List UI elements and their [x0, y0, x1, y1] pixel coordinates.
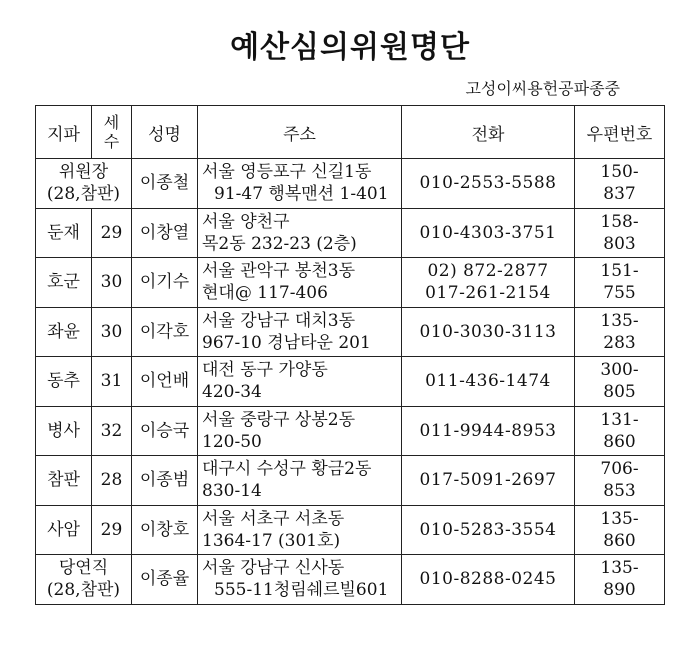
name-cell: 이승국 [132, 406, 198, 456]
zip-line: 860 [603, 530, 636, 551]
name-cell: 이기수 [132, 258, 198, 308]
address-line: 서울 중랑구 상봉2동 [202, 409, 355, 430]
branch-cell: 사암 [36, 505, 92, 555]
phone-cell [402, 208, 575, 258]
address-line: 목2동 232-23 (2층) [202, 233, 357, 254]
address-line: 91-47 행복맨션 1-401 [214, 184, 389, 205]
table-row [36, 159, 665, 209]
zip-cell [575, 159, 665, 209]
phone-cell [402, 406, 575, 456]
address-line: 현대@ 117-406 [202, 283, 328, 304]
branch-cell: 둔재 [36, 208, 92, 258]
table-row [36, 555, 665, 605]
header-generation-line: 세 [103, 113, 120, 132]
table-row [36, 406, 665, 456]
address-line: 서울 영등포구 신길1동 [202, 162, 372, 183]
branch-cell: 참판 [36, 456, 92, 506]
branch-line: (28,참판) [46, 580, 121, 601]
zip-line: 151- [600, 261, 639, 282]
phone-cell [402, 258, 575, 308]
header-address: 주소 [198, 106, 402, 159]
phone-cell [402, 505, 575, 555]
address-cell [198, 357, 402, 407]
branch-cell: 동추 [36, 357, 92, 407]
table-body [36, 159, 665, 605]
address-line: 서울 서초구 서초동 [202, 508, 345, 529]
table-row [36, 357, 665, 407]
header-zip: 우편번호 [575, 106, 665, 159]
generation-cell: 29 [92, 208, 132, 258]
zip-line: 158- [600, 211, 639, 232]
phone-cell [402, 456, 575, 506]
address-cell [198, 258, 402, 308]
zip-line: 283 [603, 332, 636, 353]
phone-cell [402, 555, 575, 605]
phone-line: 010-5283-3554 [419, 519, 557, 540]
generation-cell: 28 [92, 456, 132, 506]
address-line: 120-50 [202, 431, 262, 452]
zip-line: 150- [600, 162, 639, 183]
address-line: 대구시 수성구 황금2동 [202, 459, 372, 480]
zip-line: 135- [600, 508, 639, 529]
address-line: 1364-17 (301호) [202, 530, 341, 551]
zip-line: 300- [600, 360, 639, 381]
generation-cell: 31 [92, 357, 132, 407]
zip-cell [575, 307, 665, 357]
branch-cell: 좌윤 [36, 307, 92, 357]
address-line: 서울 강남구 신사동 [202, 558, 345, 579]
branch-cell: 병사 [36, 406, 92, 456]
zip-line: 131- [600, 409, 639, 430]
header-name: 성명 [132, 106, 198, 159]
address-cell [198, 406, 402, 456]
branch-generation-cell [36, 159, 132, 209]
zip-line: 805 [603, 382, 636, 403]
clan-name: 고성이씨용헌공파종중 [465, 79, 620, 98]
address-cell [198, 505, 402, 555]
name-cell: 이창호 [132, 505, 198, 555]
phone-line: 011-9944-8953 [419, 420, 557, 441]
zip-cell [575, 258, 665, 308]
table-row [36, 208, 665, 258]
zip-cell [575, 505, 665, 555]
address-cell [198, 159, 402, 209]
name-cell: 이종철 [132, 159, 198, 209]
zip-line: 860 [603, 431, 636, 452]
header-phone: 전화 [402, 106, 575, 159]
zip-cell [575, 208, 665, 258]
phone-line: 010-4303-3751 [419, 222, 557, 243]
name-cell: 이창열 [132, 208, 198, 258]
branch-generation-cell [36, 555, 132, 605]
address-line: 서울 양천구 [202, 211, 290, 232]
table-row [36, 307, 665, 357]
address-line: 대전 동구 가양동 [202, 360, 328, 381]
zip-cell [575, 555, 665, 605]
zip-line: 890 [603, 580, 636, 601]
zip-line: 135- [600, 558, 639, 579]
committee-roster-table [35, 105, 665, 605]
header-generation [92, 106, 132, 159]
phone-cell [402, 307, 575, 357]
header-generation-line: 수 [103, 132, 120, 151]
address-line: 서울 강남구 대치3동 [202, 310, 355, 331]
address-cell [198, 307, 402, 357]
phone-line: 010-8288-0245 [419, 569, 557, 590]
phone-cell [402, 159, 575, 209]
name-cell: 이종범 [132, 456, 198, 506]
address-line: 서울 관악구 봉천3동 [202, 261, 355, 282]
generation-cell: 30 [92, 307, 132, 357]
phone-line: 011-436-1474 [425, 371, 551, 392]
document-title: 예산심의위원명단 [230, 30, 470, 65]
generation-cell: 30 [92, 258, 132, 308]
zip-line: 135- [600, 310, 639, 331]
phone-cell [402, 357, 575, 407]
phone-line: 017-261-2154 [425, 283, 551, 304]
branch-line: 위원장 [58, 162, 109, 183]
phone-line: 017-5091-2697 [419, 470, 557, 491]
phone-line: 010-2553-5588 [419, 173, 557, 194]
name-cell: 이각호 [132, 307, 198, 357]
name-cell: 이언배 [132, 357, 198, 407]
phone-line: 010-3030-3113 [419, 321, 557, 342]
zip-cell [575, 406, 665, 456]
zip-line: 803 [603, 233, 636, 254]
branch-line: (28,참판) [46, 184, 121, 205]
address-line: 967-10 경남타운 201 [202, 332, 371, 353]
generation-cell: 32 [92, 406, 132, 456]
table-row [36, 258, 665, 308]
address-cell [198, 208, 402, 258]
branch-cell: 호군 [36, 258, 92, 308]
address-cell [198, 456, 402, 506]
address-line: 555-11청림쉐르빌601 [214, 580, 389, 601]
header-branch: 지파 [36, 106, 92, 159]
zip-line: 837 [603, 184, 636, 205]
zip-line: 706- [600, 459, 639, 480]
generation-cell: 29 [92, 505, 132, 555]
name-cell: 이종율 [132, 555, 198, 605]
zip-cell [575, 456, 665, 506]
zip-cell [575, 357, 665, 407]
branch-line: 당연직 [58, 558, 109, 579]
phone-line: 02) 872-2877 [427, 261, 549, 282]
table-header-row [36, 106, 665, 159]
zip-line: 853 [603, 481, 636, 502]
table-row [36, 456, 665, 506]
zip-line: 755 [603, 283, 636, 304]
table-row [36, 505, 665, 555]
address-cell [198, 555, 402, 605]
address-line: 830-14 [202, 481, 262, 502]
address-line: 420-34 [202, 382, 262, 403]
